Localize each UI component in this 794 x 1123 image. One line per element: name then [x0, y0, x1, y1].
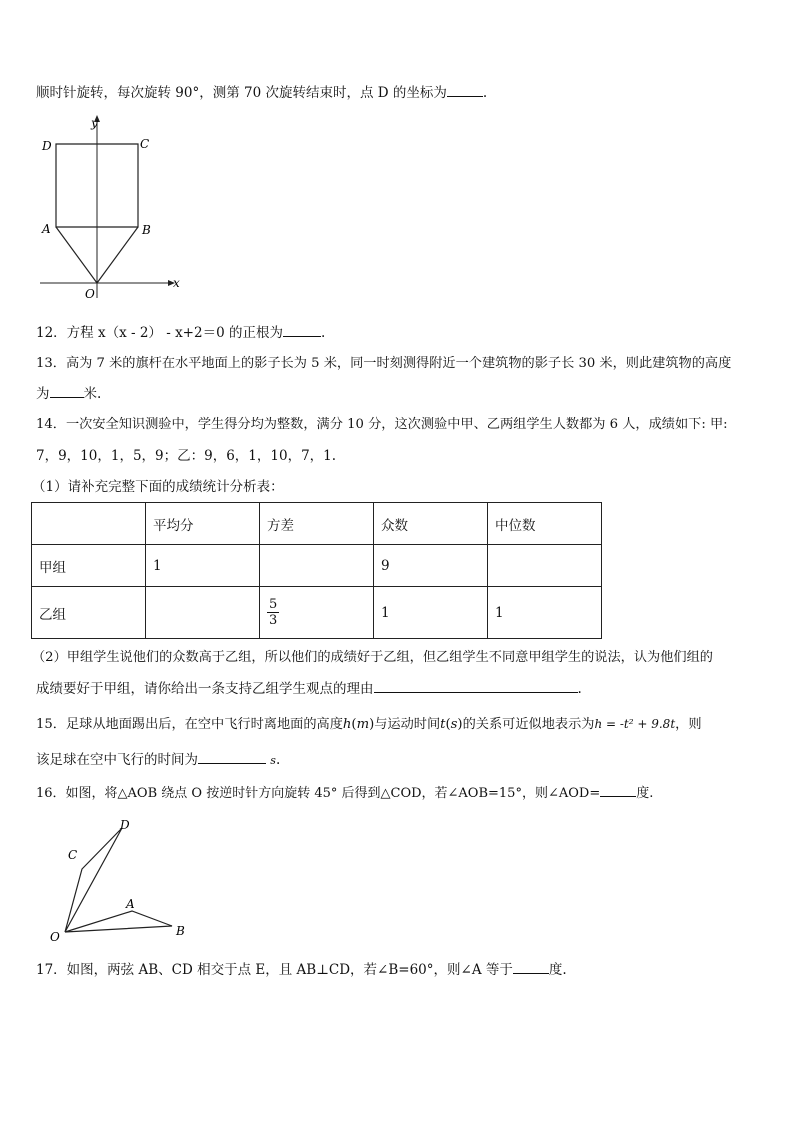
- label-o: O: [85, 287, 95, 301]
- q17-line: [36, 959, 567, 980]
- q13-line2: [36, 383, 101, 404]
- table-cell[interactable]: 9: [374, 545, 488, 587]
- q15-var-h: h: [342, 717, 352, 732]
- q15-text-4: ，则: [675, 717, 702, 732]
- header-cell: 中位数: [488, 503, 602, 545]
- table-cell[interactable]: [146, 587, 260, 639]
- q12-end: .: [320, 325, 326, 341]
- label-d: D: [42, 139, 52, 153]
- fraction-denominator: 3: [269, 613, 278, 628]
- q14-sub2-text: 成绩要好于甲组，请你给出一条支持乙组学生观点的理由: [36, 681, 374, 697]
- q13-answer-blank[interactable]: [50, 383, 84, 398]
- q15-unit: s: [270, 754, 276, 767]
- table-header-row: [32, 503, 602, 545]
- q15-line2: [36, 749, 280, 771]
- q12-line: [36, 322, 325, 343]
- q15-end: .: [275, 752, 281, 768]
- q14-line1: 14．一次安全知识测验中，学生得分均为整数，满分 10 分，这次测验中甲、乙两组学生人数都为 6 人，成绩如下: 甲:: [36, 417, 728, 432]
- q15-text-3: 的关系可近似地表示为: [462, 717, 595, 732]
- q14-line2: 7，9，10，1，5，9；乙：9，6，1，10，7，1.: [36, 448, 337, 464]
- q14-sub1: （1）请补充完整下面的成绩统计分析表：: [32, 479, 284, 495]
- label-x: x: [173, 276, 180, 290]
- label-d: D: [120, 818, 130, 832]
- q15-text-2: 与运动时间: [374, 717, 441, 732]
- q17-answer-blank[interactable]: [513, 959, 549, 974]
- q15-answer-blank[interactable]: [198, 749, 266, 764]
- label-y: y: [91, 116, 98, 130]
- q17-text: 17．如图，两弦 AB、CD 相交于点 E，且 AB⊥CD，若∠B=60°，则∠A 等于: [36, 962, 513, 978]
- q11-line: [36, 82, 487, 103]
- q17-suffix: 度.: [548, 962, 567, 978]
- header-cell: 平均分: [146, 503, 260, 545]
- fraction-numerator: 5: [269, 597, 278, 612]
- segment-ob: [97, 227, 138, 283]
- q16-line: [36, 782, 653, 804]
- q13-line1: 13．高为 7 米的旗杆在水平地面上的影子长为 5 米，同一时刻测得附近一个建筑物的影子长 30 米，则此建筑物的高度: [36, 356, 732, 371]
- stats-table: [31, 502, 602, 639]
- table-cell[interactable]: [488, 545, 602, 587]
- table-cell[interactable]: 1: [374, 587, 488, 639]
- q16-answer-blank[interactable]: [600, 782, 636, 797]
- row-label: 乙组: [32, 587, 146, 639]
- q12-answer-blank[interactable]: [283, 322, 321, 337]
- label-o: O: [50, 930, 60, 944]
- table-cell[interactable]: [260, 545, 374, 587]
- fraction: [267, 597, 279, 628]
- q15-var-s: s: [450, 717, 458, 732]
- q16-suffix: 度.: [636, 786, 654, 801]
- q15-text-1: 15．足球从地面踢出后，在空中飞行时离地面的高度: [36, 717, 343, 732]
- table-cell[interactable]: 1: [488, 587, 602, 639]
- q15-var-t: t: [440, 717, 446, 732]
- q15-formula: h = -t² + 9.8t: [594, 717, 676, 731]
- header-cell: 方差: [260, 503, 374, 545]
- q13-suffix: 米.: [83, 386, 102, 402]
- table-row: [32, 587, 602, 639]
- header-cell: 众数: [374, 503, 488, 545]
- table-cell[interactable]: 1: [146, 545, 260, 587]
- triangle-aob: [65, 911, 172, 932]
- label-c: C: [68, 848, 78, 862]
- q14-sub2-end: .: [577, 681, 582, 697]
- label-a: A: [126, 897, 135, 911]
- coordinate-figure: [36, 112, 186, 304]
- q11-end: .: [482, 85, 488, 101]
- q14-sub2-line1: （2）甲组学生说他们的众数高于乙组，所以他们的成绩好于乙组，但乙组学生不同意甲组学生的说法，认为他们组的: [32, 650, 713, 665]
- table-cell-fraction[interactable]: [260, 587, 374, 639]
- q14-answer-blank[interactable]: [374, 678, 578, 693]
- q12-text: 12．方程 x（x - 2） - x+2＝0 的正根为: [36, 325, 283, 341]
- row-label: 甲组: [32, 545, 146, 587]
- q15-text-5: 该足球在空中飞行的时间为: [36, 752, 198, 768]
- rotation-figure: [44, 814, 194, 944]
- label-c: C: [140, 137, 150, 151]
- label-b: B: [142, 223, 151, 237]
- segment-oa: [56, 227, 97, 283]
- q13-prefix: 为: [36, 386, 50, 402]
- q16-text: 16．如图，将△AOB 绕点 O 按逆时针方向旋转 45° 后得到△COD，若∠AOB=15°，则∠AOD=: [36, 786, 601, 801]
- q15-line1: 15．足球从地面踢出后，在空中飞行时离地面的高度h(m)与运动时间t(s)的关系可近似地表示为h = -t² + 9.8t，则: [36, 717, 702, 732]
- table-row: [32, 545, 602, 587]
- q11-text: 顺时针旋转，每次旋转 90°，测第 70 次旋转结束时，点 D 的坐标为: [36, 85, 447, 101]
- header-cell: [32, 503, 146, 545]
- label-a: A: [42, 222, 51, 236]
- label-b: B: [176, 924, 185, 938]
- q14-sub2-line2: [36, 678, 582, 699]
- q11-answer-blank[interactable]: [447, 82, 483, 97]
- q15-var-m: m: [356, 717, 370, 732]
